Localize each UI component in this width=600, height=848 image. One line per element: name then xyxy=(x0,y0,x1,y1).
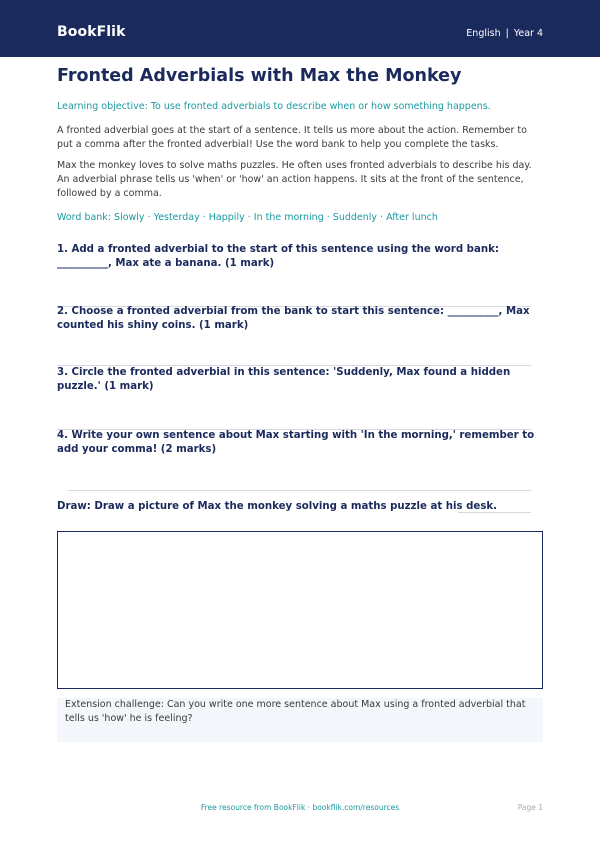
page-number: Page 1 xyxy=(517,803,543,812)
question-2: 2. Choose a fronted adverbial from the bank to start this sentence: __________, Max counted his shiny coins. (1 mark) xyxy=(57,306,530,331)
extension-box xyxy=(57,698,543,742)
footer-text: Free resource from BookFlik · bookflik.com/resources xyxy=(200,803,400,812)
question-4: 4. Write your own sentence about Max starting with 'In the morning,' remember to add your comma! (2 marks) xyxy=(57,430,535,455)
intro-paragraph-2: Max the monkey loves to solve maths puzzles. He often uses fronted adverbials to describe his day. An adverbial phrase tells us 'when' or 'how' an action happens. It sits at the front of the sentence, followed by a comma. xyxy=(57,160,532,199)
page-title: Fronted Adverbials with Max the Monkey xyxy=(57,66,462,86)
answer-line-4 xyxy=(68,490,531,491)
subject-label: English xyxy=(466,28,501,39)
extension-text: Extension challenge: Can you write one more sentence about Max using a fronted adverbial that tells us 'how' he is feeling? xyxy=(65,699,526,724)
question-1: 1. Add a fronted adverbial to the start of this sentence using the word bank: __________, Max ate a banana. (1 mark) xyxy=(57,244,499,269)
question-3: 3. Circle the fronted adverbial in this sentence: 'Suddenly, Max found a hidden puzzle.' (1 mark) xyxy=(57,367,511,392)
word-bank: Word bank: Slowly · Yesterday · Happily · In the morning · Suddenly · After lunch xyxy=(57,212,438,223)
brand-logo[interactable]: BookFlik xyxy=(57,24,126,40)
intro-paragraph-1: A fronted adverbial goes at the start of a sentence. It tells us more about the action. Remember to put a comma after the fronted adverbial! Use the word bank to help you complete the tasks. xyxy=(57,125,527,150)
draw-prompt: Draw: Draw a picture of Max the monkey solving a maths puzzle at his desk. xyxy=(57,501,498,512)
learning-objective: Learning objective: To use fronted adverbials to describe when or how something happens. xyxy=(57,101,491,112)
page-header xyxy=(0,0,600,57)
subject-year xyxy=(466,28,543,39)
draw-prompt-line xyxy=(458,512,531,513)
year-label: Year 4 xyxy=(513,28,543,39)
drawing-box[interactable] xyxy=(57,531,543,689)
meta-separator: | xyxy=(505,28,509,39)
